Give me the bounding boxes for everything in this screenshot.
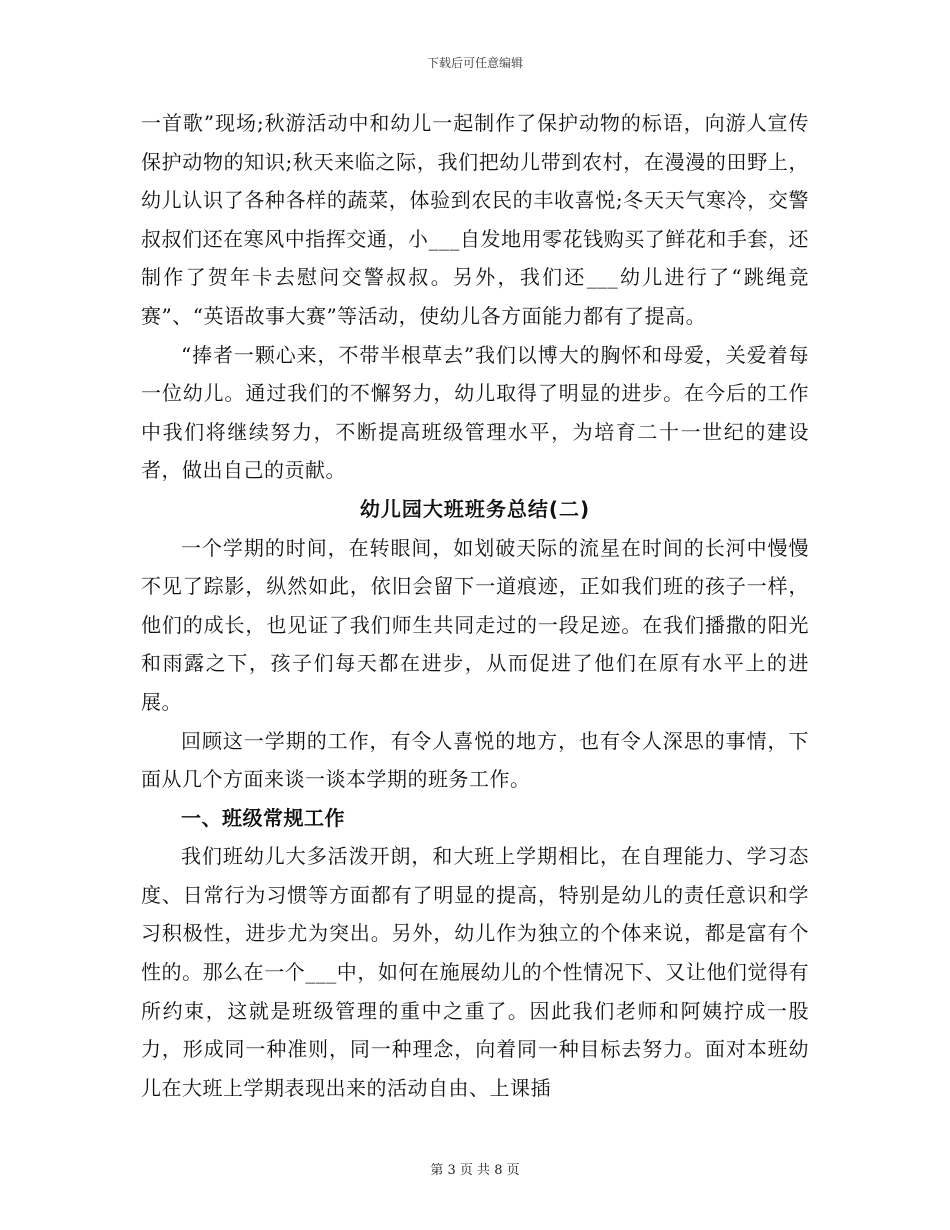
paragraph-5: 我们班幼儿大多活泼开朗，和大班上学期相比，在自理能力、学习态度、日常行为习惯等方面都有了明显的提高，特别是幼儿的责任意识和学习积极性，进步尤为突出。另外，幼儿作为独立的个体来说，都是富有个性的。那么在一个___中，如何在施展幼儿的个性情况下、又让他们觉得有所约束，这就是班级管理的重中之重了。因此我们老师和阿姨拧成一股力，形成同一种准则，同一种理念，向着同一种目标去努力。面对本班幼儿在大班上学期表现出来的活动自由、上课插 [141,844,809,1100]
paragraph-1: 一首歌”现场;秋游活动中和幼儿一起制作了保护动物的标语，向游人宣传保护动物的知识;秋天来临之际，我们把幼儿带到农村，在漫漫的田野上，幼儿认识了各种各样的蔬菜，体验到农民的丰收喜悦;冬天天气寒冷，交警叔叔们还在寒风中指挥交通，小___自发地用零花钱购买了鲜花和手套，还制作了贺年卡去慰问交警叔叔。另外，我们还___幼儿进行了“跳绳竞赛”、“英语故事大赛”等活动，使幼儿各方面能力都有了提高。 [141,111,809,328]
paragraph-2: “捧者一颗心来，不带半根草去”我们以博大的胸怀和母爱，关爱着每一位幼儿。通过我们的不懈努力，幼儿取得了明显的进步。在今后的工作中我们将继续努力，不断提高班级管理水平，为培育二十一世纪的建设者，做出自己的贡献。 [141,342,809,483]
section-title: 幼儿园大班班务总结(二) [359,496,591,521]
document-body [141,104,809,1107]
page-footer: 第 3 页 共 8 页 [430,1163,520,1178]
paragraph-3: 一个学期的时间，在转眼间，如划破天际的流星在时间的长河中慢慢不见了踪影，纵然如此，依旧会留下一道痕迹，正如我们班的孩子一样，他们的成长，也见证了我们师生共同走过的一段足迹。在我们播撒的阳光和雨露之下，孩子们每天都在进步，从而促进了他们在原有水平上的进展。 [141,535,809,714]
section-heading-1: 一、班级常规工作 [181,805,345,830]
paragraph-4: 回顾这一学期的工作，有令人喜悦的地方，也有令人深思的事情，下面从几个方面来谈一谈本学期的班务工作。 [141,728,809,792]
page-header: 下载后可任意编辑 [426,56,523,70]
